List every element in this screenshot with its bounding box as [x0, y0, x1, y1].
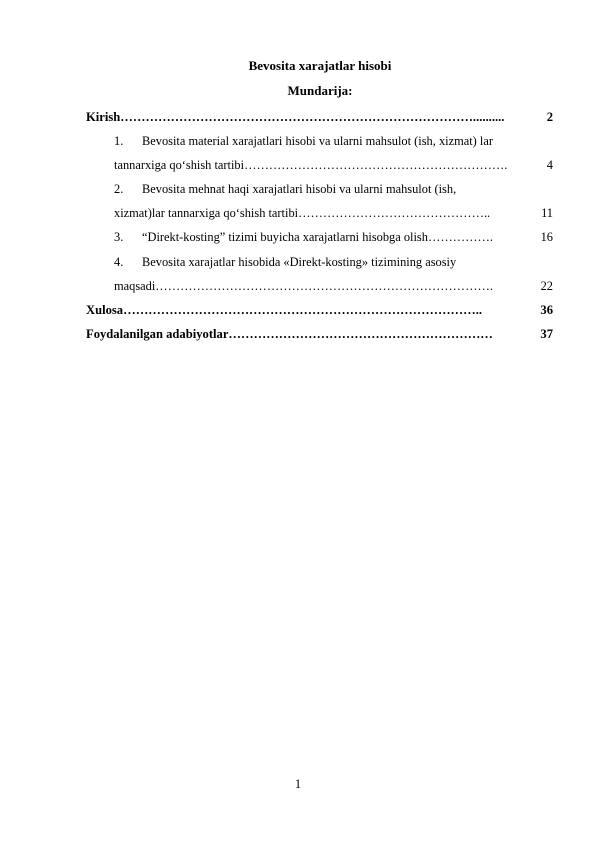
toc-item-number: 2.	[114, 182, 124, 196]
toc-leader-dots: ………………………………………..	[298, 206, 491, 220]
toc-entry-intro[interactable]	[86, 109, 553, 125]
toc-leader-dots: …………………………………………………………………………..	[123, 303, 483, 317]
toc-entry-label: xizmat)lar tannarxiga qo‘shish tartibi	[114, 206, 299, 220]
toc-entry-label: Bevosita mehnat haqi xarajatlari hisobi va ularni mahsulot (ish,	[142, 182, 457, 196]
toc-leader-dots: ……………………………………………………….	[244, 158, 508, 172]
toc-entry-4-line-1[interactable]	[114, 254, 553, 270]
toc-item-number: 4.	[114, 255, 124, 269]
toc-leader-dots: …………………………………………………………………………..........	[120, 110, 505, 124]
toc-page-number: 36	[540, 303, 553, 317]
toc-entry-label: Bevosita xarajatlar hisobida «Direkt-kosting» tizimining asosiy	[142, 255, 457, 269]
toc-entry-conclusion[interactable]	[86, 302, 553, 318]
toc-entry-1-line-1[interactable]	[114, 133, 553, 149]
toc-entry-label: maqsadi	[114, 279, 156, 293]
toc-leader-dots: ……………………………………………………………………….	[155, 279, 493, 293]
toc-page-number: 4	[546, 158, 553, 172]
toc-entry-1-line-2[interactable]	[114, 157, 553, 173]
document-title: Bevosita xarajatlar hisobi	[248, 58, 392, 73]
toc-leader-dots: ………………………………………………………	[228, 327, 493, 341]
toc-entry-3[interactable]	[114, 229, 553, 245]
toc-entry-references[interactable]	[86, 326, 553, 342]
toc-page-number: 37	[540, 327, 553, 341]
toc-leader-dots: …………….	[427, 230, 494, 244]
toc-item-number: 1.	[114, 134, 124, 148]
toc-entry-label: Xulosa	[86, 303, 124, 317]
toc-page-number: 22	[540, 279, 553, 293]
toc-entry-label: Foydalanilgan adabiyotlar	[86, 327, 229, 341]
toc-entry-2-line-2[interactable]	[114, 205, 553, 221]
toc-entry-2-line-1[interactable]	[114, 181, 553, 197]
toc-entry-label: Bevosita material xarajatlari hisobi va ularni mahsulot (ish, xizmat) lar	[142, 134, 493, 148]
toc-entry-4-line-2[interactable]	[114, 278, 553, 294]
toc-page-number: 11	[541, 206, 553, 220]
toc-page-number: 16	[540, 230, 553, 244]
toc-entry-label: Kirish	[86, 110, 121, 124]
toc-heading: Mundarija:	[287, 83, 353, 98]
toc-page-number: 2	[546, 110, 553, 124]
page-number: 1	[294, 777, 302, 791]
toc-entry-label: tannarxiga qo‘shish tartibi	[114, 158, 245, 172]
toc-item-number: 3.	[114, 230, 124, 244]
toc-entry-label: “Direkt-kosting” tizimi buyicha xarajatlarni hisobga olish	[142, 230, 428, 244]
